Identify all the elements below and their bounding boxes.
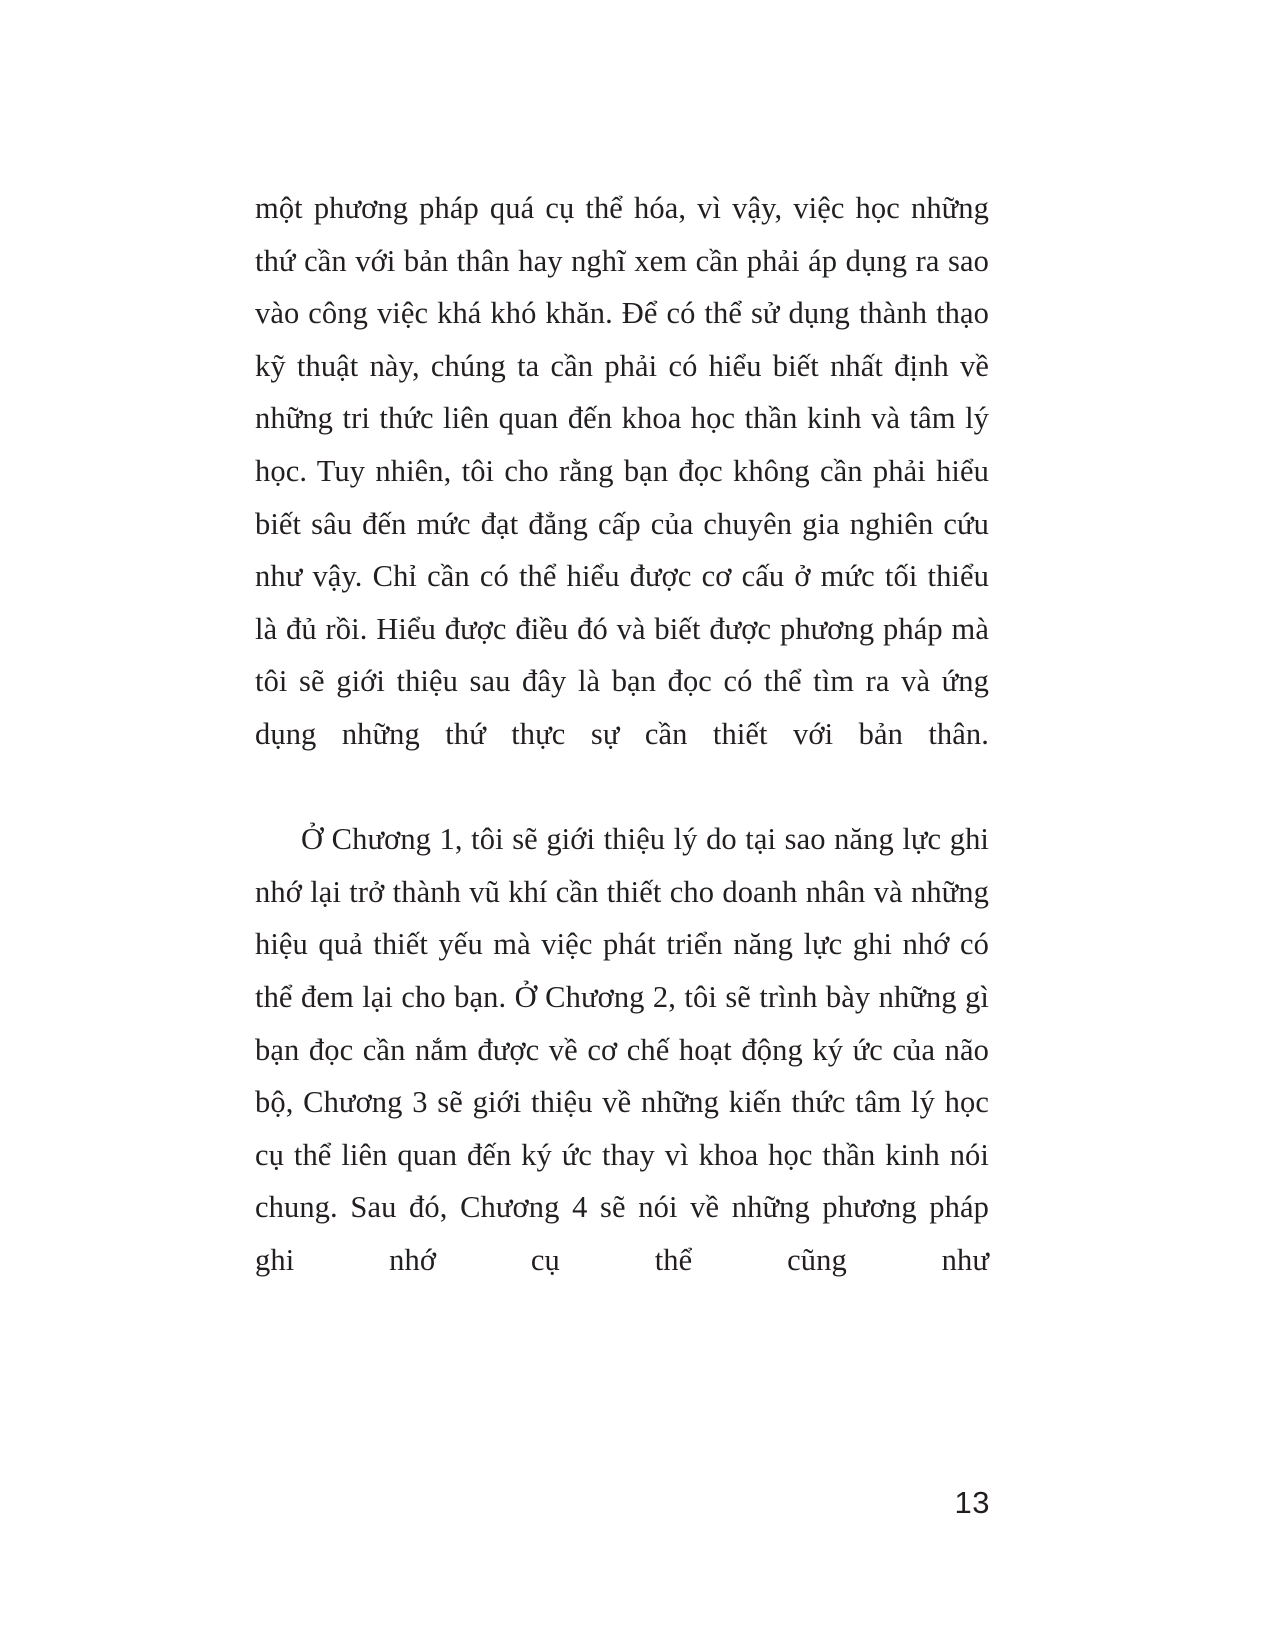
body-text-block bbox=[255, 182, 989, 1339]
paragraph-2: Ở Chương 1, tôi sẽ giới thiệu lý do tại sao năng lực ghi nhớ lại trở thành vũ khí cần thiết cho doanh nhân và những hiệu quả thiết yếu mà việc phát triển năng lực ghi nhớ có thể đem lại cho bạn. Ở Chương 2, tôi sẽ trình bày những gì bạn đọc cần nắm được về cơ chế hoạt động ký ức của não bộ, Chương 3 sẽ giới thiệu về những kiến thức tâm lý học cụ thể liên quan đến ký ức thay vì khoa học thần kinh nói chung. Sau đó, Chương 4 sẽ nói về những phương pháp ghi nhớ cụ thể cũng như bbox=[255, 822, 989, 1277]
paragraph-1: một phương pháp quá cụ thể hóa, vì vậy, việc học những thứ cần với bản thân hay nghĩ xem cần phải áp dụng ra sao vào công việc khá khó khăn. Để có thể sử dụng thành thạo kỹ thuật này, chúng ta cần phải có hiểu biết nhất định về những tri thức liên quan đến khoa học thần kinh và tâm lý học. Tuy nhiên, tôi cho rằng bạn đọc không cần phải hiểu biết sâu đến mức đạt đẳng cấp của chuyên gia nghiên cứu như vậy. Chỉ cần có thể hiểu được cơ cấu ở mức tối thiểu là đủ rồi. Hiểu được điều đó và biết được phương pháp mà tôi sẽ giới thiệu sau đây là bạn đọc có thể tìm ra và ứng dụng những thứ thực sự cần thiết với bản thân. bbox=[255, 191, 989, 751]
page-number: 13 bbox=[954, 1485, 990, 1520]
